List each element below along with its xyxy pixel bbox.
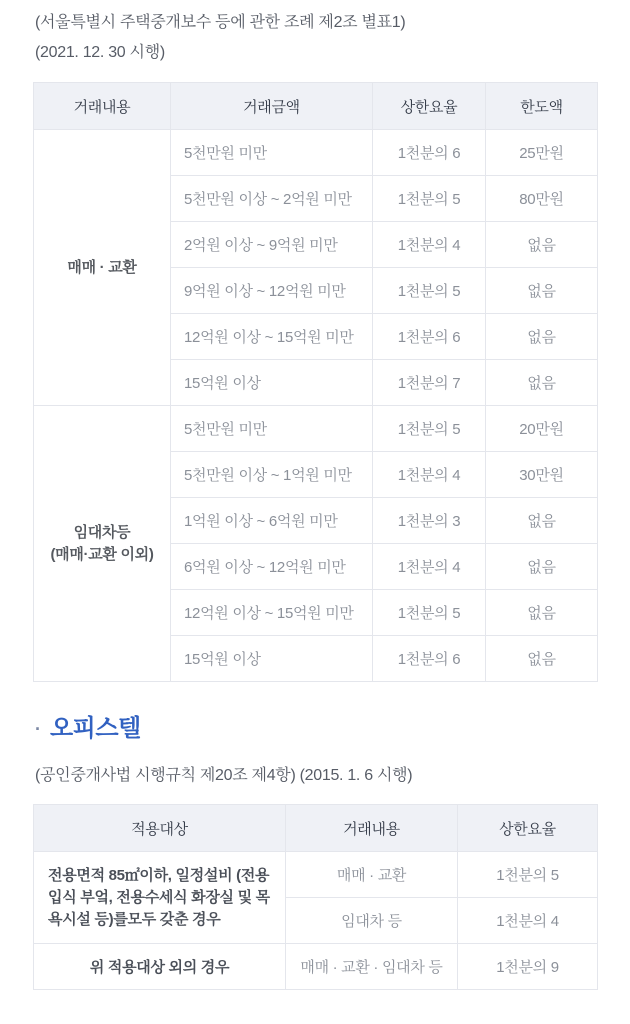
- rate-cell: 1천분의 3: [373, 498, 486, 544]
- rate-cell: 1천분의 6: [373, 314, 486, 360]
- limit-cell: 30만원: [486, 452, 598, 498]
- regulation-reference-line1: (서울특별시 주택중개보수 등에 관한 조례 제2조 별표1): [35, 14, 406, 31]
- amount-cell: 1억원 이상 ~ 6억원 미만: [171, 498, 373, 544]
- limit-cell: 80만원: [486, 176, 598, 222]
- header-max-rate: 상한요율: [373, 83, 486, 130]
- limit-cell: 없음: [486, 314, 598, 360]
- rate-cell: 1천분의 7: [373, 360, 486, 406]
- target-other-cell: 위 적용대상 외의 경우: [34, 944, 286, 990]
- limit-cell: 없음: [486, 360, 598, 406]
- amount-cell: 2억원 이상 ~ 9억원 미만: [171, 222, 373, 268]
- amount-cell: 9억원 이상 ~ 12억원 미만: [171, 268, 373, 314]
- limit-cell: 없음: [486, 590, 598, 636]
- limit-cell: 없음: [486, 636, 598, 682]
- header-max-rate: 상한요율: [458, 805, 598, 852]
- header-transaction-amount: 거래금액: [171, 83, 373, 130]
- group-label-lease: [34, 406, 171, 682]
- content-cell: 매매 · 교환 · 임대차 등: [286, 944, 458, 990]
- rate-cell: 1천분의 9: [458, 944, 598, 990]
- header-limit-amount: 한도액: [486, 83, 598, 130]
- limit-cell: 없음: [486, 498, 598, 544]
- amount-cell: 5천만원 미만: [171, 406, 373, 452]
- rate-cell: 1천분의 5: [373, 268, 486, 314]
- rate-cell: 1천분의 4: [373, 452, 486, 498]
- effective-date-line2: (2021. 12. 30 시행): [35, 44, 165, 61]
- bullet-icon: ·: [35, 719, 41, 739]
- officetel-regulation-reference: (공인중개사법 시행규칙 제20조 제4항) (2015. 1. 6 시행): [35, 767, 413, 784]
- group-label-sale-exchange: [34, 130, 171, 406]
- rate-cell: 1천분의 5: [373, 590, 486, 636]
- table-row: [34, 852, 598, 898]
- limit-cell: 25만원: [486, 130, 598, 176]
- target-description-cell: 전용면적 85㎡이하, 일정설비 (전용입식 부엌, 전용수세식 화장실 및 목욕시설 등)를모두 갖춘 경우: [34, 852, 286, 944]
- rate-cell: 1천분의 4: [373, 544, 486, 590]
- group-label-text: 임대차등: [73, 523, 131, 541]
- officetel-fee-table: [33, 804, 598, 990]
- officetel-section-heading: [35, 713, 630, 745]
- table-row: [34, 130, 598, 176]
- group-label-text: 매매 · 교환: [67, 258, 137, 276]
- table-row: [34, 406, 598, 452]
- table-header-row: [34, 83, 598, 130]
- amount-cell: 12억원 이상 ~ 15억원 미만: [171, 314, 373, 360]
- rate-cell: 1천분의 5: [373, 176, 486, 222]
- limit-cell: 없음: [486, 544, 598, 590]
- table-header-row: [34, 805, 598, 852]
- amount-cell: 15억원 이상: [171, 360, 373, 406]
- rate-cell: 1천분의 6: [373, 130, 486, 176]
- amount-cell: 6억원 이상 ~ 12억원 미만: [171, 544, 373, 590]
- amount-cell: 15억원 이상: [171, 636, 373, 682]
- group-label-subtext: (매매·교환 이외): [50, 545, 154, 563]
- housing-brokerage-fee-table: [33, 82, 598, 682]
- rate-cell: 1천분의 4: [373, 222, 486, 268]
- content-cell: 매매 · 교환: [286, 852, 458, 898]
- amount-cell: 5천만원 이상 ~ 1억원 미만: [171, 452, 373, 498]
- amount-cell: 12억원 이상 ~ 15억원 미만: [171, 590, 373, 636]
- header-application-target: 적용대상: [34, 805, 286, 852]
- header-transaction-type: 거래내용: [286, 805, 458, 852]
- content-cell: 임대차 등: [286, 898, 458, 944]
- limit-cell: 없음: [486, 222, 598, 268]
- section-title: 오피스텔: [50, 715, 141, 742]
- rate-cell: 1천분의 6: [373, 636, 486, 682]
- amount-cell: 5천만원 이상 ~ 2억원 미만: [171, 176, 373, 222]
- rate-cell: 1천분의 5: [373, 406, 486, 452]
- header-transaction-type: 거래내용: [34, 83, 171, 130]
- limit-cell: 20만원: [486, 406, 598, 452]
- rate-cell: 1천분의 4: [458, 898, 598, 944]
- table-row: [34, 944, 598, 990]
- amount-cell: 5천만원 미만: [171, 130, 373, 176]
- limit-cell: 없음: [486, 268, 598, 314]
- rate-cell: 1천분의 5: [458, 852, 598, 898]
